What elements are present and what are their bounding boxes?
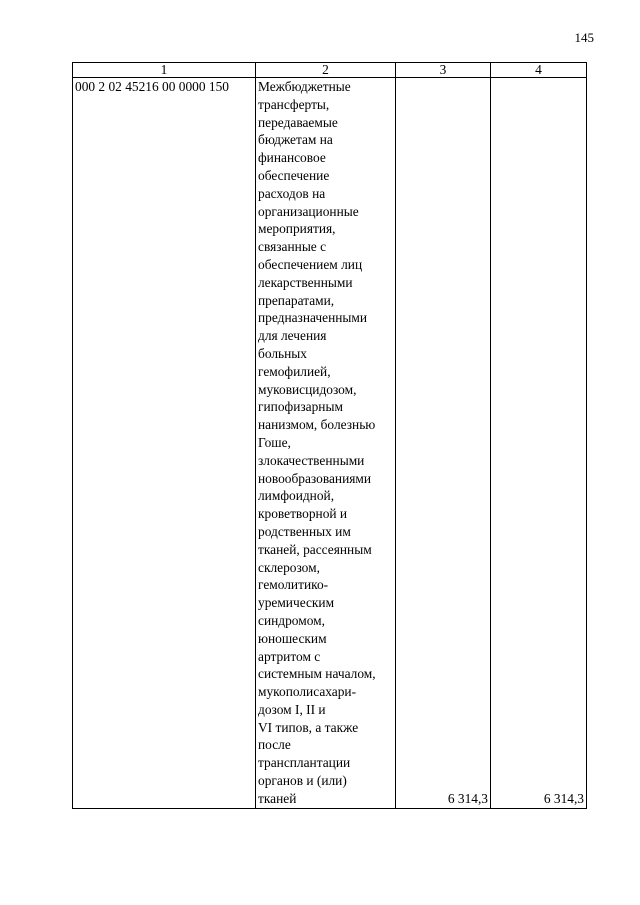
description-line: органов и (или) bbox=[258, 773, 347, 789]
budget-code-cell: 000 2 02 45216 00 0000 150 bbox=[73, 78, 256, 809]
description-line: артритом с bbox=[258, 648, 321, 664]
description-line: синдромом, bbox=[258, 612, 325, 628]
description-line: склерозом, bbox=[258, 559, 320, 575]
description-line: лекарственными bbox=[258, 274, 353, 290]
description-line: юношеским bbox=[258, 630, 327, 646]
description-line: препаратами, bbox=[258, 292, 335, 308]
description-line: после bbox=[258, 737, 291, 753]
description-line: мероприятия, bbox=[258, 221, 336, 237]
description-line: тканей bbox=[258, 790, 297, 806]
header-col-1: 1 bbox=[73, 63, 256, 78]
description-line: системным началом, bbox=[258, 666, 376, 682]
description-line: кроветворной и bbox=[258, 506, 348, 522]
description-line: организационные bbox=[258, 203, 359, 219]
table-header-row bbox=[73, 63, 587, 78]
description-line: расходов на bbox=[258, 185, 326, 201]
description-line: Гоше, bbox=[258, 434, 291, 450]
description-line: предназначенными bbox=[258, 310, 368, 326]
description-line: VI типов, а также bbox=[258, 719, 359, 735]
description-line: Межбюджетные bbox=[258, 79, 351, 94]
description-line: трансферты, bbox=[258, 96, 330, 112]
description-line: обеспечение bbox=[258, 167, 330, 183]
amount-col-3: 6 314,3 bbox=[396, 78, 491, 809]
description-line: муковисцидозом, bbox=[258, 381, 357, 397]
description-line: злокачественными bbox=[258, 452, 365, 468]
description-line: обеспечением лиц bbox=[258, 256, 363, 272]
description-cell bbox=[256, 78, 396, 809]
description-line: бюджетам на bbox=[258, 132, 333, 148]
description-line: гемолитико- bbox=[258, 577, 329, 593]
amount-col-4: 6 314,3 bbox=[491, 78, 587, 809]
description-line: мукополисахари- bbox=[258, 684, 357, 700]
description-line: для лечения bbox=[258, 328, 327, 344]
description-line: трансплантации bbox=[258, 755, 351, 771]
header-col-2: 2 bbox=[256, 63, 396, 78]
header-col-4: 4 bbox=[491, 63, 587, 78]
description-line: дозом I, II и bbox=[258, 701, 326, 717]
description-line: уремическим bbox=[258, 595, 335, 611]
budget-table bbox=[72, 62, 587, 809]
description-line: больных bbox=[258, 345, 307, 361]
description-line: финансовое bbox=[258, 150, 326, 166]
description-line: родственных им bbox=[258, 523, 351, 539]
description-line: гемофилией, bbox=[258, 363, 331, 379]
table-row bbox=[73, 78, 587, 809]
description-line: связанные с bbox=[258, 239, 327, 255]
description-line: гипофизарным bbox=[258, 399, 343, 415]
description-line: тканей, рассеянным bbox=[258, 541, 372, 557]
description-line: лимфоидной, bbox=[258, 488, 335, 504]
description-line: новообразованиями bbox=[258, 470, 372, 486]
description-line: нанизмом, болезнью bbox=[258, 417, 376, 433]
header-col-3: 3 bbox=[396, 63, 491, 78]
page-number: 145 bbox=[574, 30, 594, 45]
description-line: передаваемые bbox=[258, 114, 338, 130]
